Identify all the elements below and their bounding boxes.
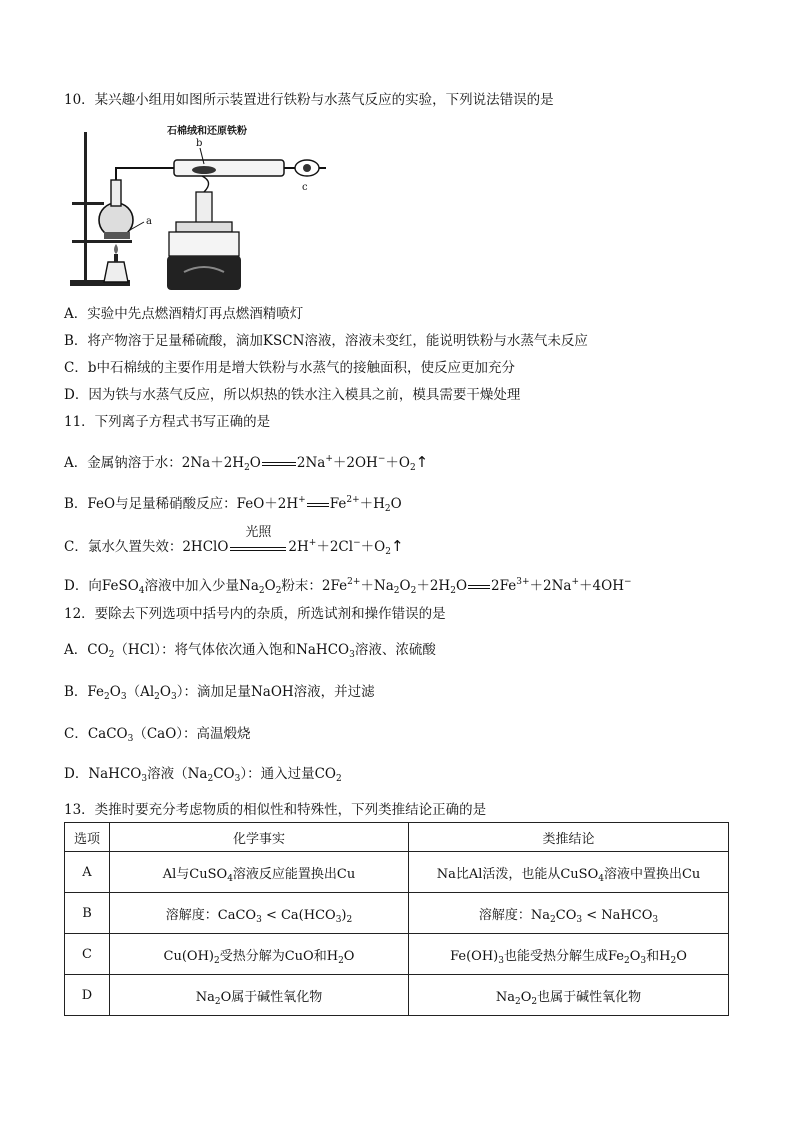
- diagram-caption: 石棉绒和还原铁粉: [167, 126, 247, 137]
- q11-option-a: A．金属钠溶于水：$2Na+2H_2O$ $2Na^++2OH^-+O_2↑$: [64, 453, 429, 473]
- table-header-row: [65, 823, 729, 852]
- label-a: a: [146, 216, 152, 227]
- q10-stem: 10．某兴趣小组用如图所示装置进行铁粉与水蒸气反应的实验，下列说法错误的是: [64, 92, 554, 108]
- q12-option-a: A．$CO_2(HCl)$：将气体依次通入饱和NaHCO$_3$溶液、浓硫酸: [64, 642, 436, 660]
- q12-stem: 12．要除去下列选项中括号内的杂质，所选试剂和操作错误的是: [64, 606, 446, 622]
- q13-table: [64, 822, 729, 1016]
- q11-option-b: B．FeO与足量稀硝酸反应：FeO＋2H+ $Fe^{2+}+H_2O$: [64, 495, 402, 514]
- q10-option-c: C．b中石棉绒的主要作用是增大铁粉与水蒸气的接触面积，使反应更加充分: [64, 360, 515, 376]
- q12-option-d: D．NaHCO$_3$溶液$(Na_2CO_3)$：通入过量$CO_2$: [64, 766, 342, 784]
- header-fact: 化学事实: [110, 823, 409, 852]
- q11-stem: 11．下列离子方程式书写正确的是: [64, 414, 271, 430]
- q12-option-b: B．$Fe_2O_3(Al_2O_3)$：滴加足量NaOH溶液，并过滤: [64, 684, 375, 702]
- q11-option-d: D．向FeSO$_4$溶液中加入少量$Na_2O_2$粉末：$2Fe^{2+}+Na_2O_2+2H_2O$ $2Fe^{3+}+2Na^++4OH^-$: [64, 577, 632, 596]
- table-row: D $Na_2O$属于碱性氧化物 $Na_2O_2$也属于碱性氧化物: [65, 975, 729, 1016]
- label-c: c: [302, 182, 308, 193]
- table-row: B 溶解度：CaCO$_3$ < $Ca(HCO_3)_2$ 溶解度：$Na_2CO_3$ < NaHCO$_3$: [65, 893, 729, 934]
- header-option: 选项: [65, 823, 110, 852]
- label-b: b: [196, 138, 203, 149]
- q13-stem: 13．类推时要充分考虑物质的相似性和特殊性，下列类推结论正确的是: [64, 802, 487, 818]
- table-row: A Al与CuSO$_4$溶液反应能置换出Cu Na比Al活泼，也能从CuSO$_4$溶液中置换出Cu: [65, 852, 729, 893]
- q10-option-d: D．因为铁与水蒸气反应，所以炽热的铁水注入模具之前，模具需要干燥处理: [64, 387, 521, 403]
- q12-option-c: C．CaCO$_3$（CaO）：高温煅烧: [64, 726, 251, 744]
- q10-option-b: B．将产物溶于足量稀硫酸，滴加KSCN溶液，溶液未变红，能说明铁粉与水蒸气未反应: [64, 333, 588, 349]
- apparatus-diagram: [64, 122, 334, 294]
- header-conclusion: 类推结论: [409, 823, 729, 852]
- table-row: C $Cu(OH)_2$受热分解为CuO和$H_2O$ $Fe(OH)_3$也能受热分解生成$Fe_2O_3$和$H_2O$: [65, 934, 729, 975]
- q10-option-a: A．实验中先点燃酒精灯再点燃酒精喷灯: [64, 306, 304, 322]
- q11-option-c: C．氯水久置失效：2HClO 光照 $2H^++2Cl^-+O_2↑$: [64, 525, 404, 557]
